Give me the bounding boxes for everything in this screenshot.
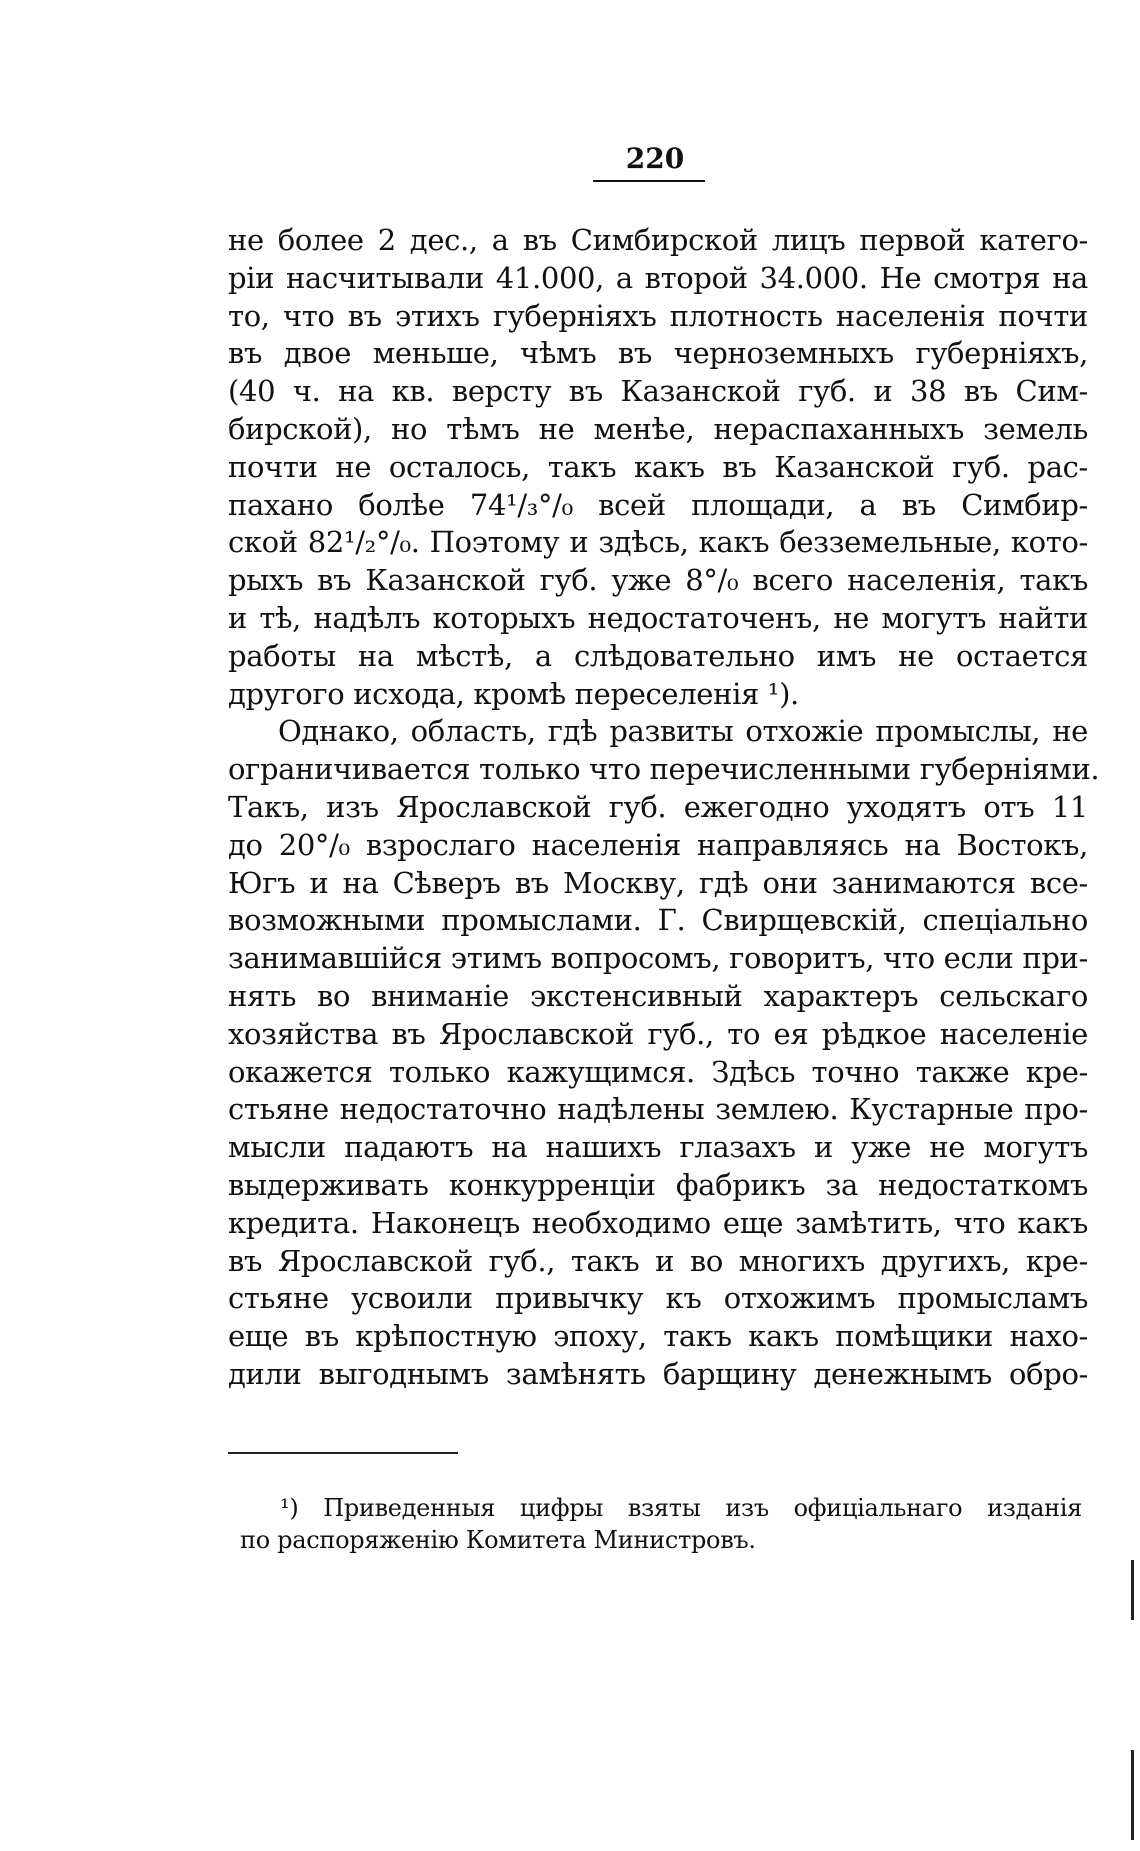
text-line: рыхъ въ Казанской губ. уже 8°/₀ всего населенiя, такъ (228, 563, 1088, 598)
text-line: кредита. Наконецъ необходимо еще замѣтить, что какъ (228, 1205, 1088, 1240)
text-line: бирской), но тѣмъ не менѣе, нераспаханныхъ земель (228, 411, 1088, 446)
footnote-line: по распоряженiю Комитета Министровъ. (240, 1526, 756, 1554)
footnote-line: ¹) Приведенныя цифры взяты изъ офицiальнаго изданiя (280, 1494, 1082, 1522)
text-line: стьяне недостаточно надѣлены землею. Кустарные про- (228, 1092, 1088, 1127)
text-line: ограничивается только что перечисленными губернiями. (228, 752, 1100, 787)
body-text (228, 222, 1100, 1394)
text-line: еще въ крѣпостную эпоху, такъ какъ помѣщики нахо- (228, 1319, 1088, 1354)
page-number-underline (593, 180, 705, 182)
text-line: Югъ и на Сѣверъ въ Москву, гдѣ они занимаются все- (228, 865, 1088, 900)
footnote (240, 1492, 1082, 1556)
text-line: и тѣ, надѣлъ которыхъ недостаточенъ, не могутъ найти (228, 600, 1088, 635)
text-line: въ Ярославской губ., такъ и во многихъ другихъ, кре- (228, 1243, 1088, 1278)
page-number: 220 (625, 142, 685, 175)
text-line: другого исхода, кромѣ переселенiя ¹). (228, 676, 799, 711)
text-line: Такъ, изъ Ярославской губ. ежегодно уходятъ отъ 11 (228, 789, 1088, 824)
text-line: не более 2 дес., а въ Симбирской лицъ первой катего- (228, 223, 1088, 257)
text-line: рiи насчитывали 41.000, а второй 34.000. Не смотря на (228, 260, 1088, 295)
text-line: ской 82¹/₂°/₀. Поэтому и здѣсь, какъ безземельные, кото- (228, 525, 1088, 560)
text-line: занимавшiйся этимъ вопросомъ, говоритъ, что если при- (228, 941, 1088, 976)
text-line: выдерживать конкурренцiи фабрикъ за недостаткомъ (228, 1167, 1088, 1202)
text-line: въ двое меньше, чѣмъ въ черноземныхъ губернiяхъ, (228, 336, 1088, 371)
text-line: дили выгоднымъ замѣнять барщину денежнымъ обро- (228, 1356, 1088, 1391)
text-line: работы на мѣстѣ, а слѣдовательно имъ не остается (228, 638, 1088, 673)
text-line: нять во вниманiе экстенсивный характеръ сельскаго (228, 978, 1088, 1013)
text-line: пахано болѣе 74¹/₃°/₀ всей площади, а въ Симбир- (228, 487, 1088, 522)
text-line: мысли падаютъ на нашихъ глазахъ и уже не могутъ (228, 1130, 1088, 1165)
scan-edge-mark (1131, 1560, 1134, 1620)
text-line: окажется только кажущимся. Здѣсь точно также кре- (228, 1054, 1088, 1089)
text-line: стьяне усвоили привычку къ отхожимъ промысламъ (228, 1281, 1088, 1316)
text-line: до 20°/₀ взрослаго населенiя направляясь на Востокъ, (228, 827, 1088, 862)
text-line: возможными промыслами. Г. Свирщевскiй, спецiально (228, 903, 1088, 938)
text-line: почти не осталось, такъ какъ въ Казанской губ. рас- (228, 449, 1088, 484)
text-line: хозяйства въ Ярославской губ., то ея рѣдкое населенiе (228, 1016, 1088, 1051)
paragraph-start-line: Однако, область, гдѣ развиты отхожiе промыслы, не (278, 714, 1088, 749)
footnote-separator (228, 1452, 458, 1454)
text-line: то, что въ этихъ губернiяхъ плотность населенiя почти (228, 298, 1088, 333)
scan-edge-mark (1131, 1750, 1134, 1840)
text-line: (40 ч. на кв. версту въ Казанской губ. и 38 въ Сим- (228, 374, 1088, 409)
